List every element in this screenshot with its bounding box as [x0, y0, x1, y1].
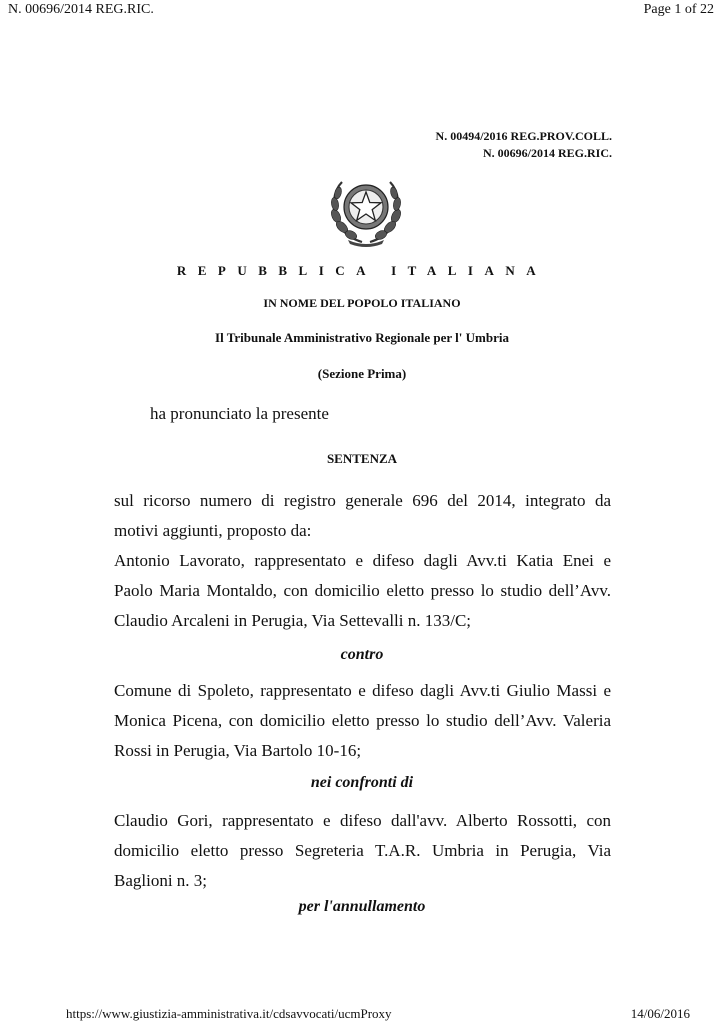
title-nome-popolo: IN NOME DEL POPOLO ITALIANO	[263, 296, 461, 310]
title-tribunale: Il Tribunale Amministrativo Regionale per l' Umbria	[215, 330, 509, 345]
title-repubblica-italiana: REPUBBLICA ITALIANA	[176, 263, 548, 278]
controinteressato-line-1: Claudio Gori, rappresentato e difeso dall'avv. Alberto Rossotti, con	[114, 811, 611, 830]
contro-heading: contro	[340, 646, 384, 663]
ricorrente-line-1: Antonio Lavorato, rappresentato e difeso dagli Avv.ti Katia Enei e	[114, 551, 611, 570]
title-sezione: (Sezione Prima)	[317, 366, 407, 381]
resistente-line-3: Rossi in Perugia, Via Bartolo 10-16;	[114, 741, 362, 760]
pronunciato-text: ha pronunciato la presente	[150, 404, 329, 423]
footer-date: 14/06/2016	[630, 1006, 690, 1021]
footer-url: https://www.giustizia-amministrativa.it/cdsavvocati/ucmProxy	[66, 1006, 392, 1021]
header-page-number: Page 1 of 22	[643, 2, 714, 17]
header-doc-number: N. 00696/2014 REG.RIC.	[8, 2, 154, 17]
per-annullamento-heading: per l'annullamento	[298, 898, 426, 915]
resistente-line-2: Monica Picena, con domicilio eletto presso lo studio dell’Avv. Valeria	[114, 711, 611, 730]
reference-reg-ric: N. 00696/2014 REG.RIC.	[482, 146, 612, 160]
controinteressato-line-3: Baglioni n. 3;	[114, 871, 208, 890]
ricorrente-line-3: Claudio Arcaleni in Perugia, Via Settevalli n. 133/C;	[114, 611, 472, 630]
italian-republic-emblem-icon	[326, 170, 406, 248]
resistente-line-1: Comune di Spoleto, rappresentato e difeso dagli Avv.ti Giulio Massi e	[114, 681, 611, 700]
document-references	[436, 128, 612, 162]
controinteressato-line-2: domicilio eletto presso Segreteria T.A.R. Umbria in Perugia, Via	[114, 841, 611, 860]
nei-confronti-heading: nei confronti di	[310, 774, 414, 791]
sentenza-heading: SENTENZA	[326, 451, 398, 466]
ricorso-line-2: motivi aggiunti, proposto da:	[114, 521, 312, 540]
ricorrente-line-2: Paolo Maria Montaldo, con domicilio eletto presso lo studio dell’Avv.	[114, 581, 611, 600]
ricorso-line-1: sul ricorso numero di registro generale 696 del 2014, integrato da	[114, 491, 611, 510]
reference-prov-coll: N. 00494/2016 REG.PROV.COLL.	[435, 129, 612, 143]
